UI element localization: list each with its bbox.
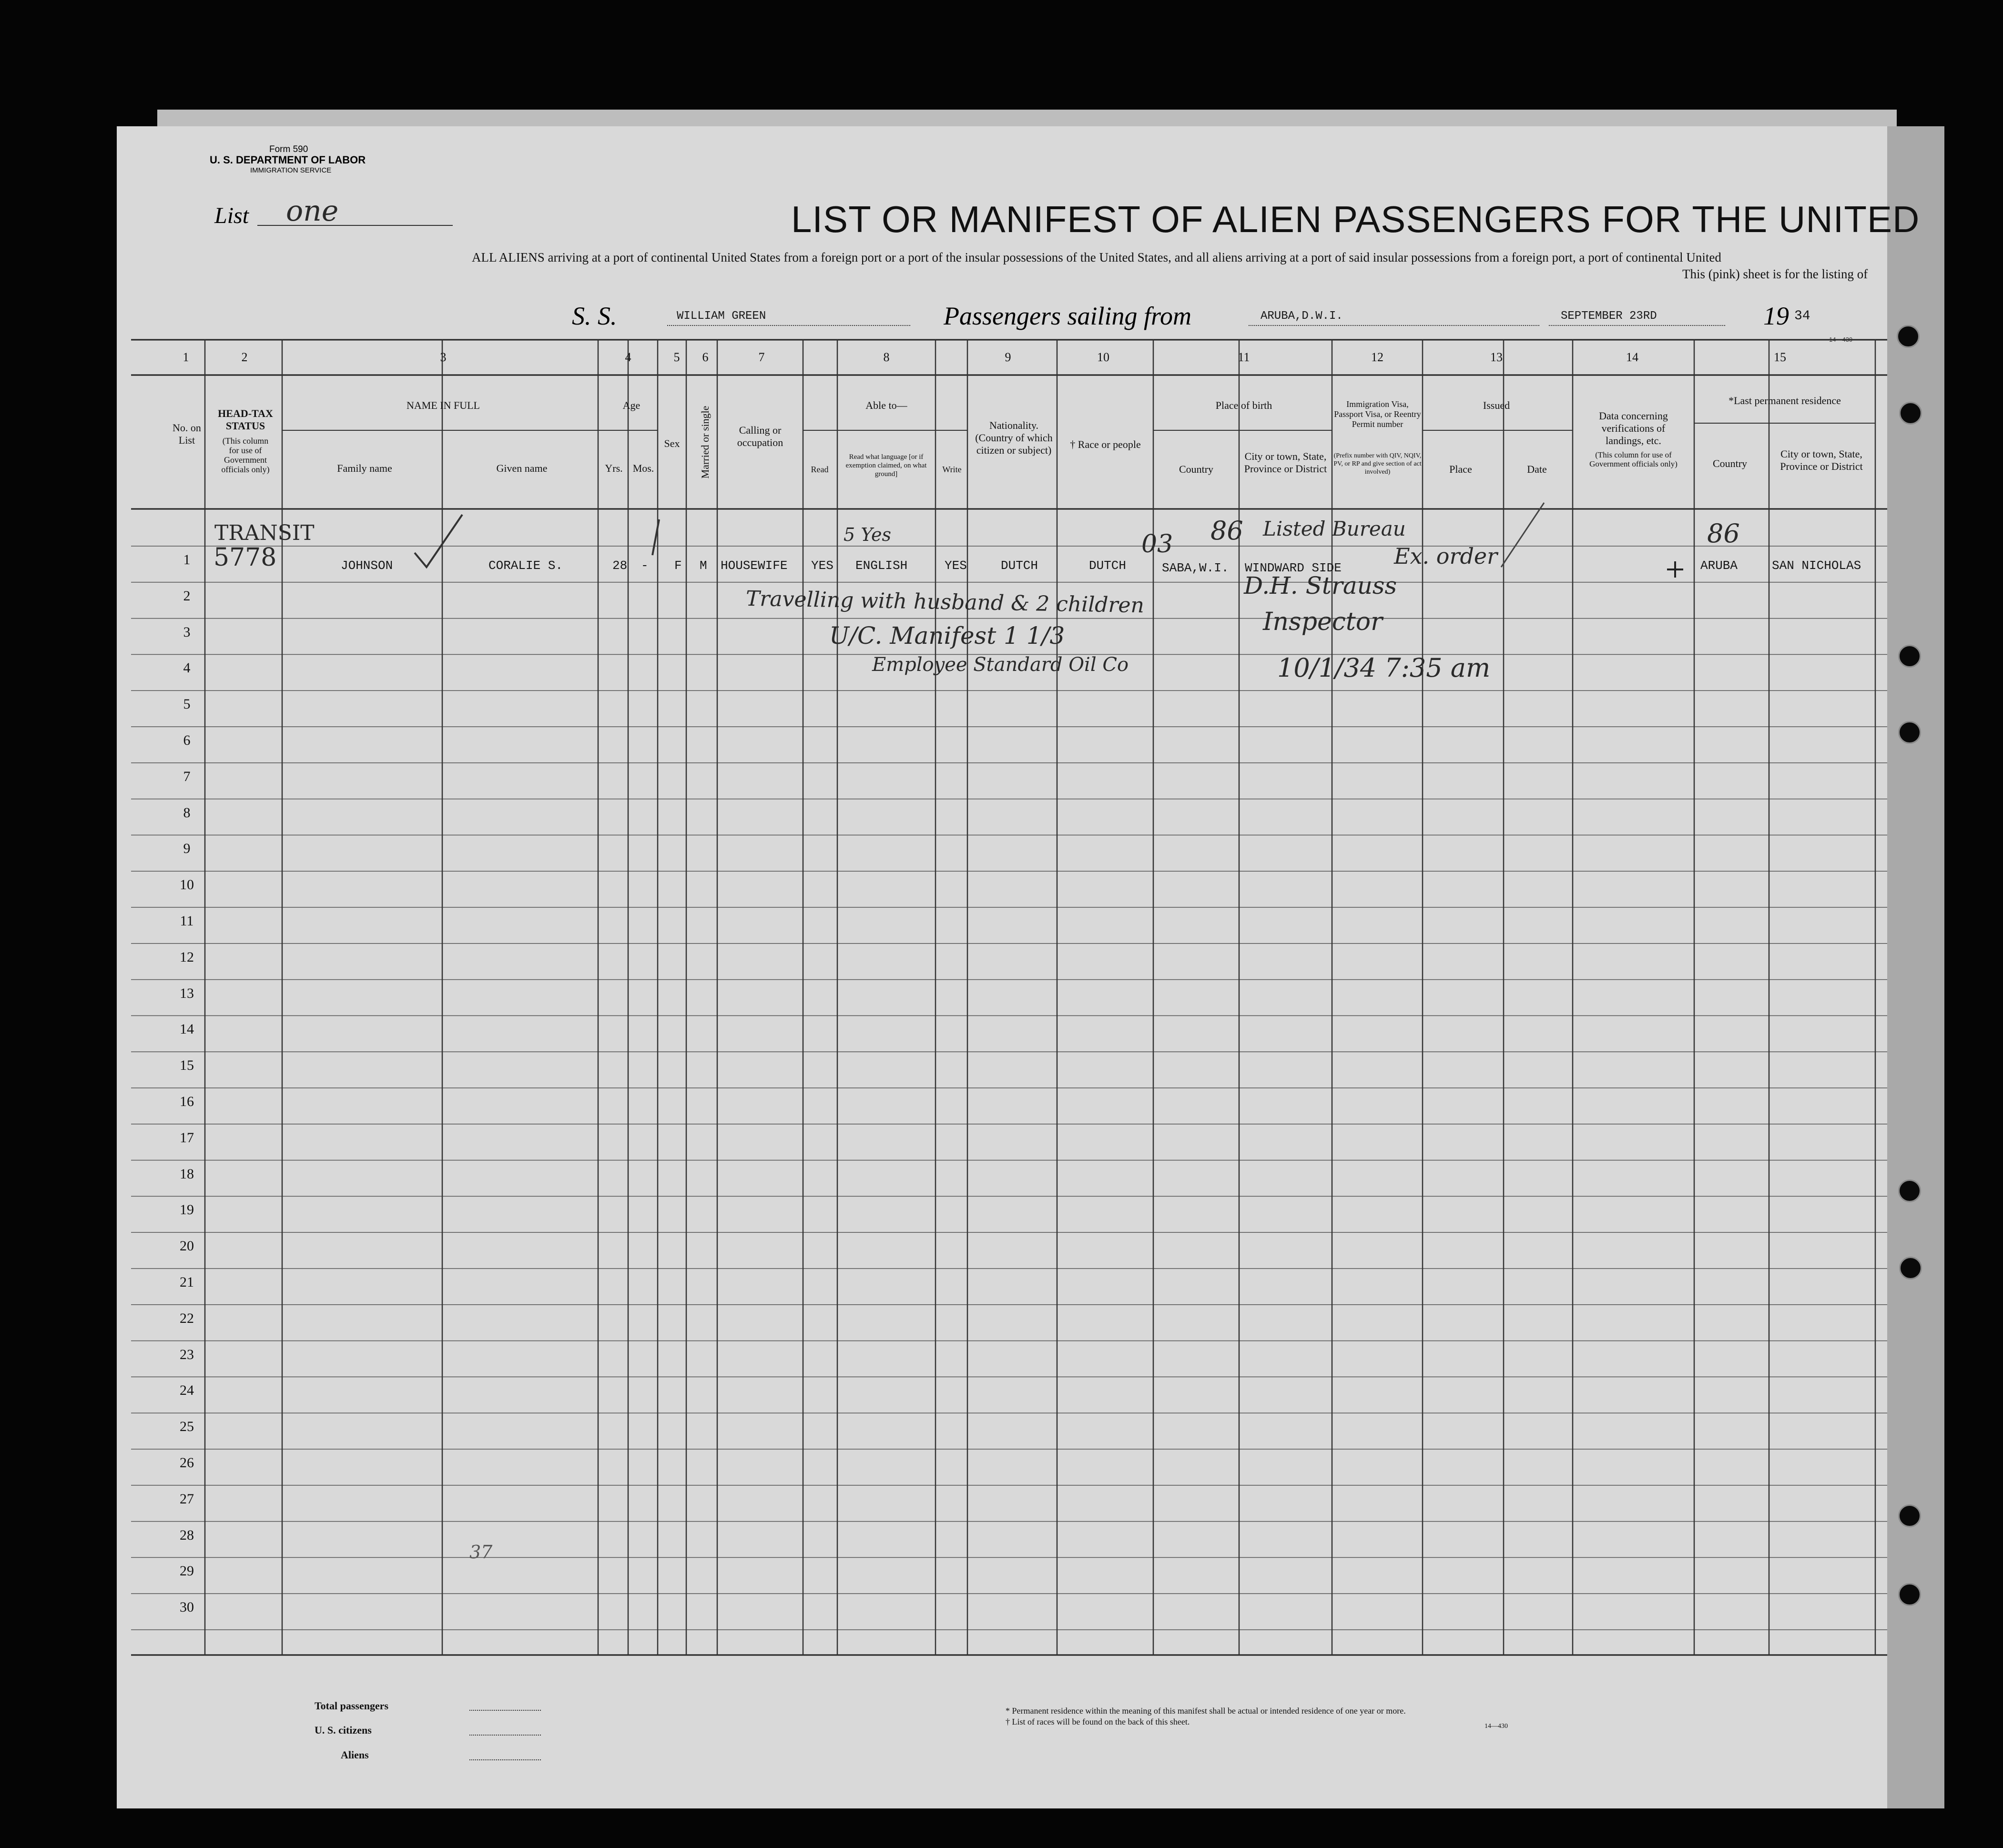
header-birth-country: Country [1179,463,1214,475]
column-number: 2 [241,350,248,364]
marital-status: M [700,558,707,573]
footer-form-code: 14—430 [1484,1723,1508,1730]
header-birth-city: City or town, State, Province or District [1244,450,1327,475]
row-number: 20 [180,1238,194,1254]
header-issued-place: Place [1449,463,1472,475]
subtitle-line2: This (pink) sheet is for the listing of [1682,267,1868,281]
punch-hole-icon [1899,1257,1922,1279]
row-number: 6 [183,732,191,748]
header-age-mos: Mos. [632,462,654,474]
row-number: 23 [180,1346,194,1362]
column-number: 1 [183,350,189,364]
age-years: 28 [612,558,628,573]
column-number: 12 [1371,350,1383,364]
language-note: 5 Yes [844,524,892,545]
header-nationality: Nationality. (Country of which citizen or subject) [975,419,1053,456]
row-number: 17 [180,1129,194,1146]
row-number: 29 [180,1563,194,1579]
list-value: one [286,194,339,228]
header-read-language: Read what language [or if exemption claimed, on what ground] [845,453,927,478]
header-race: † Race or people [1070,438,1141,450]
nationality: DUTCH [1001,558,1038,573]
department-name: U. S. DEPARTMENT OF LABOR [210,154,366,166]
header-visa: Immigration Visa, Passport Visa, or Reentry Permit number [1334,399,1421,429]
tick-mark-icon [646,517,665,560]
row-number: 30 [180,1599,194,1615]
departure-port: ARUBA,D.W.I. [1261,310,1343,323]
header-landing-data: Data concerning verifications of landings, etc. [1599,410,1668,447]
row-number: 12 [180,949,194,965]
header-res-country: Country [1712,457,1748,469]
ship-name: WILLIAM GREEN [677,310,766,323]
inspector-title: Inspector [1263,608,1383,636]
total-passengers-blank [469,1710,541,1711]
punch-hole-icon [1898,645,1921,668]
header-read: Read [811,465,829,474]
port-underline [1249,325,1539,326]
punch-hole-icon [1898,1179,1921,1202]
age-months: - [641,558,649,573]
travel-note-line3: Employee Standard Oil Co [872,654,1129,676]
us-citizens-blank [469,1735,541,1736]
header-calling: Calling or occupation [737,424,783,448]
row-number: 11 [180,913,194,929]
header-head-tax-note: (This column for use of Government officials only) [221,436,270,474]
can-read: YES [811,558,834,573]
row-number: 24 [180,1382,194,1399]
header-age-yrs: Yrs. [605,462,623,474]
column-number: 6 [702,350,709,364]
race: DUTCH [1089,558,1127,573]
header-head-tax: HEAD-TAX STATUS [218,407,273,432]
form-number: Form 590 [269,144,308,154]
footer-total-passengers: Total passengers [315,1700,389,1712]
inspector-name: D.H. Strauss [1244,572,1397,599]
sailing-label: Passengers sailing from [944,302,1192,330]
ss-label: S. S. [572,302,617,330]
list-label: List [214,203,249,228]
page-title: LIST OR MANIFEST OF ALIEN PASSENGERS FOR THE UNITED [791,198,1920,240]
row-number: 4 [183,660,191,676]
punch-hole-icon [1898,1504,1921,1527]
row-number: 1 [183,552,191,568]
plus-mark-icon [1663,558,1687,581]
header-issued-date: Date [1527,463,1547,475]
header-able-to: Able to— [865,399,907,411]
footer-us-citizens: U. S. citizens [315,1724,372,1736]
header-issued: Issued [1483,399,1510,411]
footer-aliens: Aliens [341,1749,369,1761]
row-number: 2 [183,588,191,604]
column-number: 7 [758,350,765,364]
row-number: 9 [183,841,191,857]
punch-hole-icon [1899,402,1922,425]
row-number: 18 [180,1166,194,1182]
birth-code: 03 [1141,530,1173,558]
column-number: 11 [1238,350,1250,364]
ship-underline [667,325,910,326]
header-married-single: Married or single [699,406,711,479]
header-place-of-birth: Place of birth [1215,399,1272,411]
header-last-residence: *Last permanent residence [1728,395,1841,406]
column-number: 3 [440,350,447,364]
column-number: 13 [1490,350,1503,364]
row-number: 27 [180,1491,194,1507]
inspector-note-line1: Listed Bureau [1263,517,1406,540]
row-number: 8 [183,804,191,821]
year-prefix: 19 [1763,302,1789,330]
header-age: Age [622,399,641,411]
residence-country: ARUBA [1700,558,1738,573]
column-number: 10 [1097,350,1109,364]
travel-note-line1: Travelling with husband & 2 children [745,586,1145,618]
row-number: 21 [180,1274,194,1290]
head-tax-status: TRANSIT [214,521,315,545]
read-language: ENGLISH [855,558,908,573]
header-no-on-list: No. on List [173,422,201,446]
row-number: 14 [180,1021,194,1037]
header-name-in-full: NAME IN FULL [407,399,480,411]
header-given-name: Given name [496,462,548,474]
subtitle-line1: ALL ALIENS arriving at a port of continental United States from a foreign port or a port of the insular possessions of the United States, and all aliens arriving at a port of said insular possessions from a foreign port, a port of continental United [472,250,1721,264]
row-number: 10 [180,877,194,893]
header-family-name: Family name [337,462,392,474]
column-number: 8 [883,350,890,364]
row-number: 3 [183,624,191,640]
birth-city: WINDWARD SIDE [1245,561,1342,575]
row-number: 13 [180,985,194,1001]
punch-hole-icon [1898,721,1921,744]
row-number: 5 [183,696,191,712]
date-underline [1549,325,1725,326]
occupation: HOUSEWIFE [721,558,788,573]
footer-note-residence: * Permanent residence within the meaning of this manifest shall be actual or intended residence of one year or more. [1006,1706,1406,1716]
header-write: Write [942,465,962,474]
sheet-mark: 37 [469,1542,493,1563]
row-number: 19 [180,1202,194,1218]
given-name: CORALIE S. [488,558,563,573]
punch-hole-icon [1898,1583,1921,1606]
row-number: 22 [180,1310,194,1326]
birth-country: SABA,W.I. [1162,561,1229,575]
residence-code-86: 86 [1707,518,1740,548]
row-number: 15 [180,1057,194,1074]
service-name: IMMIGRATION SERVICE [250,166,332,174]
row-number: 26 [180,1455,194,1471]
header-landing-note: (This column for use of Government officials only) [1589,450,1678,468]
column-number: 14 [1626,350,1638,364]
travel-note-line2: U/C. Manifest 1 1/3 [829,622,1065,650]
handwritten-slash-icon [1492,500,1549,572]
aliens-blank [469,1759,541,1760]
column-number: 9 [1005,350,1011,364]
family-name: JOHNSON [341,558,393,573]
corner-code: 14—430 [1829,336,1853,343]
year-suffix: 34 [1794,309,1810,324]
footer-note-races: † List of races will be found on the back of this sheet. [1006,1717,1190,1726]
column-number: 15 [1774,350,1786,364]
departure-date: SEPTEMBER 23RD [1561,310,1657,323]
punch-hole-icon [1897,325,1920,348]
column-number: 4 [625,350,631,364]
birth-code-86: 86 [1210,516,1243,546]
row-number: 7 [183,768,191,784]
inspection-date-time: 10/1/34 7:35 am [1277,653,1491,683]
residence-city: SAN NICHOLAS [1772,558,1861,573]
row-number: 16 [180,1094,194,1109]
can-write: YES [945,558,967,573]
header-visa-note: (Prefix number with QIV, NQIV, PV, or RP and give section of act involved) [1333,452,1422,476]
header-sex: Sex [664,437,680,449]
inspector-note-line2: Ex. order [1394,543,1498,569]
column-number: 5 [673,350,680,364]
sex: F [674,558,682,573]
check-mark-icon [410,510,467,572]
header-res-city: City or town, State, Province or District [1780,448,1863,472]
row-number: 25 [180,1419,194,1435]
head-tax-number: 5778 [214,543,277,572]
row-number: 28 [180,1527,194,1543]
